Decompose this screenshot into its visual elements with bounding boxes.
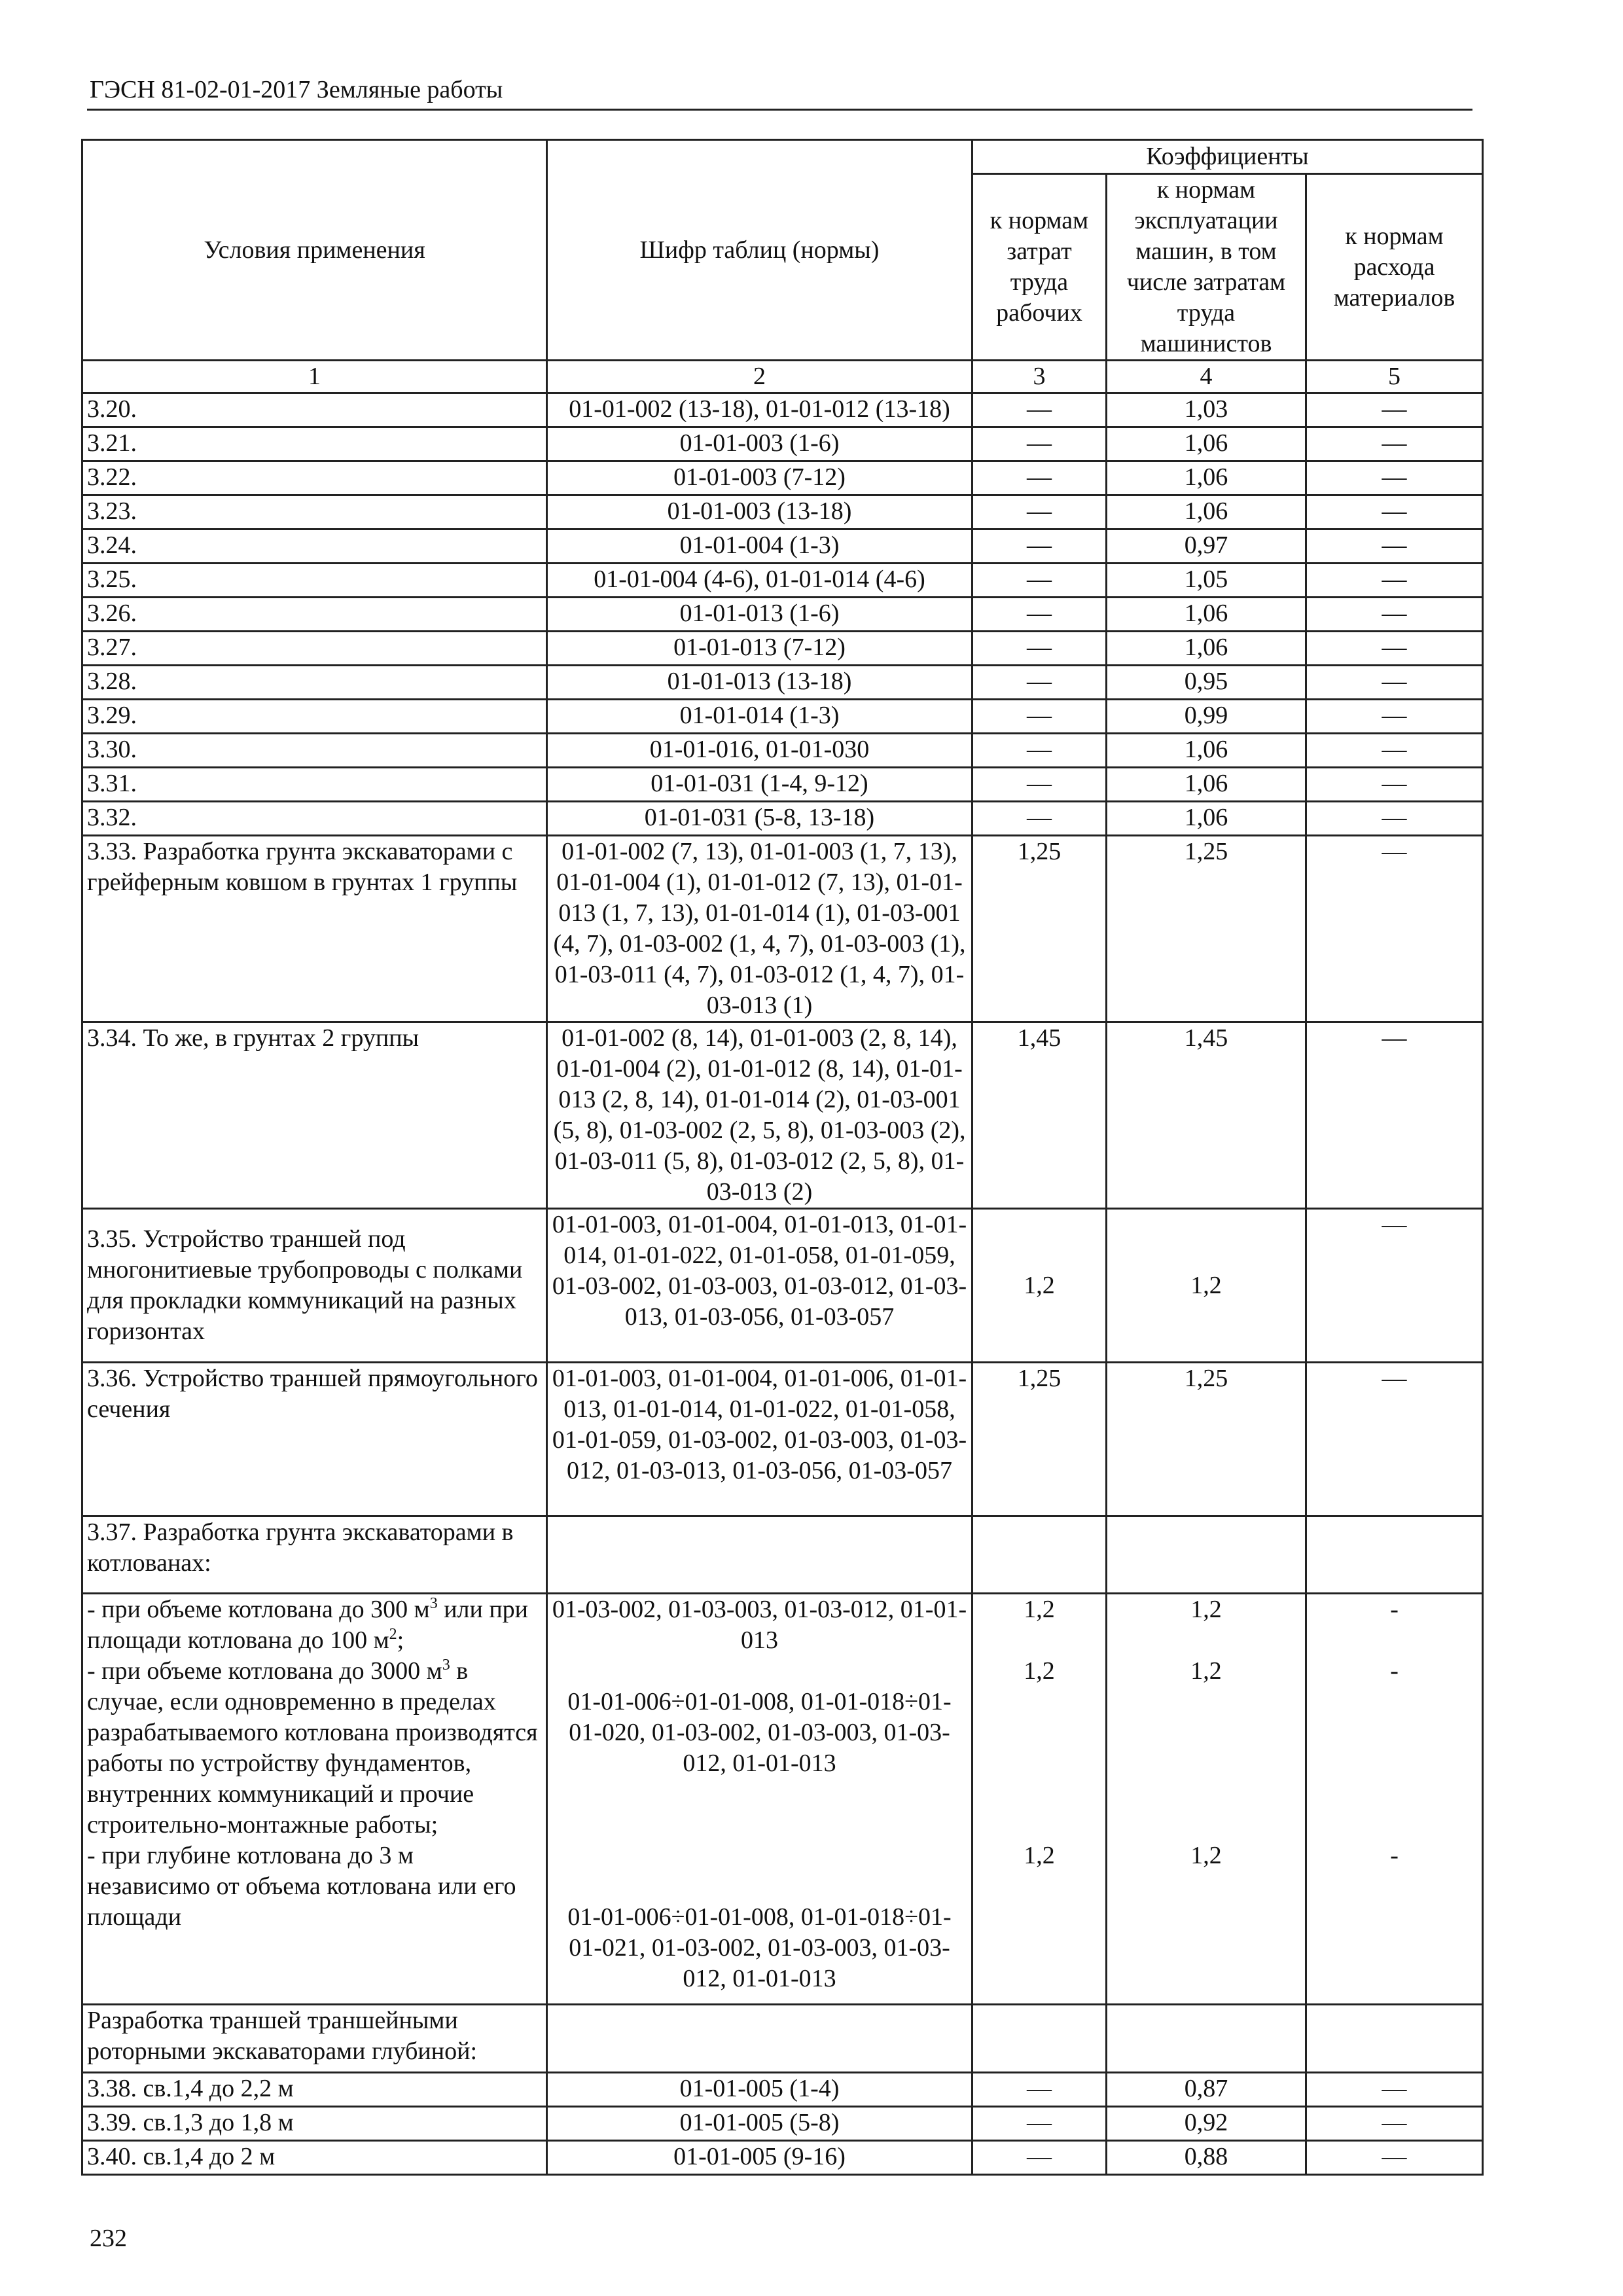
table-cell-c4: 1,05 — [1107, 564, 1306, 598]
table-row — [82, 393, 1483, 427]
table-cell-c4: 0,92 — [1107, 2107, 1306, 2141]
table-cell-c5: — — [1306, 836, 1483, 1022]
column-number: 3 — [972, 361, 1107, 393]
table-cell-c5: — — [1306, 2073, 1483, 2107]
table-cell-c5: — — [1306, 564, 1483, 598]
header-materials: к нормам расхода материалов — [1306, 174, 1483, 361]
table-cell-c2: 01-01-004 (1-3) — [547, 529, 972, 564]
table-cell-c3: — — [972, 768, 1107, 802]
table-cell-c1: 3.29. — [82, 700, 547, 734]
table-cell-c3: — — [972, 2141, 1107, 2175]
table-cell-c1: 3.39. св.1,3 до 1,8 м — [82, 2107, 547, 2141]
table-cell-c5: — — [1306, 495, 1483, 529]
table-body — [82, 393, 1483, 1594]
table-row — [82, 2107, 1483, 2141]
table-cell-c2: 01-01-013 (1-6) — [547, 598, 972, 632]
table-cell-c4: 0,97 — [1107, 529, 1306, 564]
table-cell-c3: — — [972, 529, 1107, 564]
table-cell-c5: — — [1306, 768, 1483, 802]
table-cell-c4: 1,06 — [1107, 495, 1306, 529]
table-cell-c2 — [547, 1516, 972, 1594]
table-cell-c2: 01-01-003 (7-12) — [547, 461, 972, 495]
table-cell-c5: — — [1306, 700, 1483, 734]
table-cell-c3: — — [972, 632, 1107, 666]
table-cell-c1: 3.40. св.1,4 до 2 м — [82, 2141, 547, 2175]
table-cell-c3: — — [972, 495, 1107, 529]
table-cell-c2: 01-01-005 (5-8) — [547, 2107, 972, 2141]
row-337-conditions — [82, 1594, 547, 2005]
table-cell-c1: 3.24. — [82, 529, 547, 564]
row-337-c-text: - при глубине котлована до 3 м независимо от объема котлована или его площади — [87, 1842, 516, 1931]
table-cell-c3: — — [972, 393, 1107, 427]
table-cell-c2: 01-01-031 (5-8, 13-18) — [547, 802, 972, 836]
table-cell-c2: 01-01-013 (13-18) — [547, 666, 972, 700]
table-cell-c1: 3.35. Устройство траншей под многонитиевые трубопроводы с полками для прокладки коммуникаций на разных горизонтах — [82, 1209, 547, 1363]
table-cell-c3: — — [972, 2107, 1107, 2141]
table-cell-c1: 3.37. Разработка грунта экскаваторами в котлованах: — [82, 1516, 547, 1594]
header-labor: к нормам затрат труда рабочих — [972, 174, 1107, 361]
table-cell-c1: 3.23. — [82, 495, 547, 529]
header-machines: к нормам эксплуатации машин, в том числе затратам труда машинистов — [1107, 174, 1306, 361]
table-cell-c1: 3.36. Устройство траншей прямоугольного сечения — [82, 1363, 547, 1516]
table-cell-c5: — — [1306, 802, 1483, 836]
table-cell-c4: 1,06 — [1107, 632, 1306, 666]
row-337-b-codes: 01-01-006÷01-01-008, 01-01-018÷01-01-020, 01-03-002, 01-03-003, 01-03-012, 01-01-013 — [567, 1688, 952, 1777]
table-row — [82, 1594, 1483, 2005]
table-cell-c3: 1,25 — [972, 836, 1107, 1022]
table-cell-c5: — — [1306, 529, 1483, 564]
table-cell-c3: — — [972, 2073, 1107, 2107]
table-cell-c5: — — [1306, 632, 1483, 666]
table-cell-c2: 01-01-003, 01-01-004, 01-01-013, 01-01-014, 01-01-022, 01-01-058, 01-01-059, 01-03-002, 01-03-003, 01-03-012, 01-03-013, 01-03-056, 01-03-057 — [547, 1209, 972, 1363]
table-cell-c5: — — [1306, 666, 1483, 700]
table-row — [82, 1209, 1483, 1363]
coefficients-table — [81, 139, 1484, 2176]
table-row — [82, 564, 1483, 598]
table-row — [82, 700, 1483, 734]
table-cell-c4: 1,25 — [1107, 1363, 1306, 1516]
table-cell-c3: — — [972, 666, 1107, 700]
table-cell-c3: — — [972, 598, 1107, 632]
column-number: 4 — [1107, 361, 1306, 393]
table-cell-c5: — — [1306, 2141, 1483, 2175]
table-cell-c2: 01-01-005 (1-4) — [547, 2073, 972, 2107]
table-cell-c2: 01-01-013 (7-12) — [547, 632, 972, 666]
trench-section-title: Разработка траншей траншейными роторными экскаваторами глубиной: — [82, 2005, 547, 2073]
table-cell-c1: 3.32. — [82, 802, 547, 836]
table-cell-c4: 1,03 — [1107, 393, 1306, 427]
header-codes: Шифр таблиц (нормы) — [547, 140, 972, 361]
table-cell-c4: 1,06 — [1107, 598, 1306, 632]
table-cell-c5: — — [1306, 1209, 1483, 1363]
row-337-c-codes: 01-01-006÷01-01-008, 01-01-018÷01-01-021, 01-03-002, 01-03-003, 01-03-012, 01-01-013 — [567, 1903, 952, 1992]
table-row — [82, 632, 1483, 666]
row-337-labor: 1,2 1,2 1,2 — [972, 1594, 1107, 2005]
table-row — [82, 666, 1483, 700]
table-cell-c3: — — [972, 461, 1107, 495]
table-row — [82, 598, 1483, 632]
table-cell-c5: — — [1306, 1363, 1483, 1516]
row-337-a-codes: 01-03-002, 01-03-003, 01-03-012, 01-01-013 — [552, 1596, 967, 1654]
table-row — [82, 2005, 1483, 2073]
table-cell-c1: 3.25. — [82, 564, 547, 598]
table-cell-c1: 3.38. св.1,4 до 2,2 м — [82, 2073, 547, 2107]
table-row — [82, 768, 1483, 802]
table-cell-c1: 3.21. — [82, 427, 547, 461]
table-cell-c1: 3.31. — [82, 768, 547, 802]
row-337-machines: 1,2 1,2 1,2 — [1107, 1594, 1306, 2005]
table-cell-c4: 0,88 — [1107, 2141, 1306, 2175]
column-number: 1 — [82, 361, 547, 393]
table-cell-c4: 1,06 — [1107, 461, 1306, 495]
table-cell-c5: — — [1306, 734, 1483, 768]
table-cell-c2: 01-01-002 (7, 13), 01-01-003 (1, 7, 13), 01-01-004 (1), 01-01-012 (7, 13), 01-01-013 (1, 7, 13), 01-01-014 (1), 01-03-001 (4, 7), 01-03-002 (1, 4, 7), 01-03-003 (1), 01-03-011 (4, 7), 01-03-012 (1, 4, 7), 01-03-013 (1) — [547, 836, 972, 1022]
table-cell-c2: 01-01-016, 01-01-030 — [547, 734, 972, 768]
table-cell-c3: — — [972, 564, 1107, 598]
table-row — [82, 461, 1483, 495]
row-337-b-text: - при объеме котлована до 3000 $м^3$ в случае, если одновременно в пределах разрабатываемого котлована производятся работы по устройству фундаментов, внутренних коммуникаций и прочие строительно-монтажные работы; — [87, 1657, 538, 1839]
table-cell-c3: — — [972, 802, 1107, 836]
table-body-337 — [82, 1594, 1483, 2073]
column-number: 5 — [1306, 361, 1483, 393]
table-cell-c1: 3.28. — [82, 666, 547, 700]
table-cell-c1: 3.33. Разработка грунта экскаваторами с грейферным ковшом в грунтах 1 группы — [82, 836, 547, 1022]
table-cell-c5: — — [1306, 1022, 1483, 1209]
table-cell-c5: — — [1306, 393, 1483, 427]
table-row — [82, 1022, 1483, 1209]
table-cell-c4 — [1107, 1516, 1306, 1594]
table-row — [82, 1516, 1483, 1594]
running-head: ГЭСН 81-02-01-2017 Земляные работы — [90, 76, 503, 103]
table-cell-c5: — — [1306, 427, 1483, 461]
table-row — [82, 427, 1483, 461]
table-cell-c5: — — [1306, 598, 1483, 632]
table-cell-c3: 1,45 — [972, 1022, 1107, 1209]
table-cell-c2: 01-01-003, 01-01-004, 01-01-006, 01-01-013, 01-01-014, 01-01-022, 01-01-058, 01-01-059, 01-03-002, 01-03-003, 01-03-012, 01-03-013, 01-03-056, 01-03-057 — [547, 1363, 972, 1516]
table-cell-c1: 3.22. — [82, 461, 547, 495]
table-cell-c3: — — [972, 700, 1107, 734]
table-row — [82, 2141, 1483, 2175]
table-cell-c3 — [972, 1516, 1107, 1594]
table-cell-c4: 1,2 — [1107, 1209, 1306, 1363]
table-cell-c1: 3.20. — [82, 393, 547, 427]
table-cell-c2: 01-01-031 (1-4, 9-12) — [547, 768, 972, 802]
table-cell-c4: 1,06 — [1107, 802, 1306, 836]
row-337-materials: - - - — [1306, 1594, 1483, 2005]
table-cell-c4: 1,06 — [1107, 768, 1306, 802]
table-cell-c4: 1,06 — [1107, 734, 1306, 768]
table-row — [82, 2073, 1483, 2107]
header-divider — [87, 109, 1472, 111]
table-cell-c4: 0,99 — [1107, 700, 1306, 734]
table-cell-c1: 3.27. — [82, 632, 547, 666]
table-cell-c4: 0,95 — [1107, 666, 1306, 700]
table-cell-c5: — — [1306, 2107, 1483, 2141]
table-row — [82, 836, 1483, 1022]
row-337-a-text: - при объеме котлована до 300 $м^3$ или при площади котлована до 100 $м^2$; — [87, 1595, 528, 1654]
table-row — [82, 529, 1483, 564]
row-337-codes — [547, 1594, 972, 2005]
table-row — [82, 802, 1483, 836]
table-cell-c2: 01-01-005 (9-16) — [547, 2141, 972, 2175]
page-number: 232 — [90, 2225, 127, 2252]
table-cell-c2: 01-01-002 (8, 14), 01-01-003 (2, 8, 14), 01-01-004 (2), 01-01-012 (8, 14), 01-01-013 (2, 8, 14), 01-01-014 (2), 01-03-001 (5, 8), 01-03-002 (2, 5, 8), 01-03-003 (2), 01-03-011 (5, 8), 01-03-012 (2, 5, 8), 01-03-013 (2) — [547, 1022, 972, 1209]
table-cell-c5 — [1306, 1516, 1483, 1594]
table-cell-c4: 1,45 — [1107, 1022, 1306, 1209]
table-row — [82, 1363, 1483, 1516]
table-row — [82, 734, 1483, 768]
table-cell-c2: 01-01-003 (1-6) — [547, 427, 972, 461]
table-cell-c2: 01-01-003 (13-18) — [547, 495, 972, 529]
table-cell-c3: 1,25 — [972, 1363, 1107, 1516]
column-number: 2 — [547, 361, 972, 393]
table-cell-c1: 3.26. — [82, 598, 547, 632]
table-cell-c4: 0,87 — [1107, 2073, 1306, 2107]
table-cell-c3: — — [972, 734, 1107, 768]
table-cell-c1: 3.34. То же, в грунтах 2 группы — [82, 1022, 547, 1209]
table-cell-c3: — — [972, 427, 1107, 461]
table-cell-c2: 01-01-014 (1-3) — [547, 700, 972, 734]
table-cell-c3: 1,2 — [972, 1209, 1107, 1363]
table-cell-c2: 01-01-004 (4-6), 01-01-014 (4-6) — [547, 564, 972, 598]
header-coefficients: Коэффициенты — [972, 140, 1483, 174]
table-row — [82, 495, 1483, 529]
header-conditions: Условия применения — [82, 140, 547, 361]
table-cell-c1: 3.30. — [82, 734, 547, 768]
table-cell-c5: — — [1306, 461, 1483, 495]
table-cell-c4: 1,06 — [1107, 427, 1306, 461]
table-cell-c4: 1,25 — [1107, 836, 1306, 1022]
table-cell-c2: 01-01-002 (13-18), 01-01-012 (13-18) — [547, 393, 972, 427]
table-body-tail — [82, 2073, 1483, 2175]
